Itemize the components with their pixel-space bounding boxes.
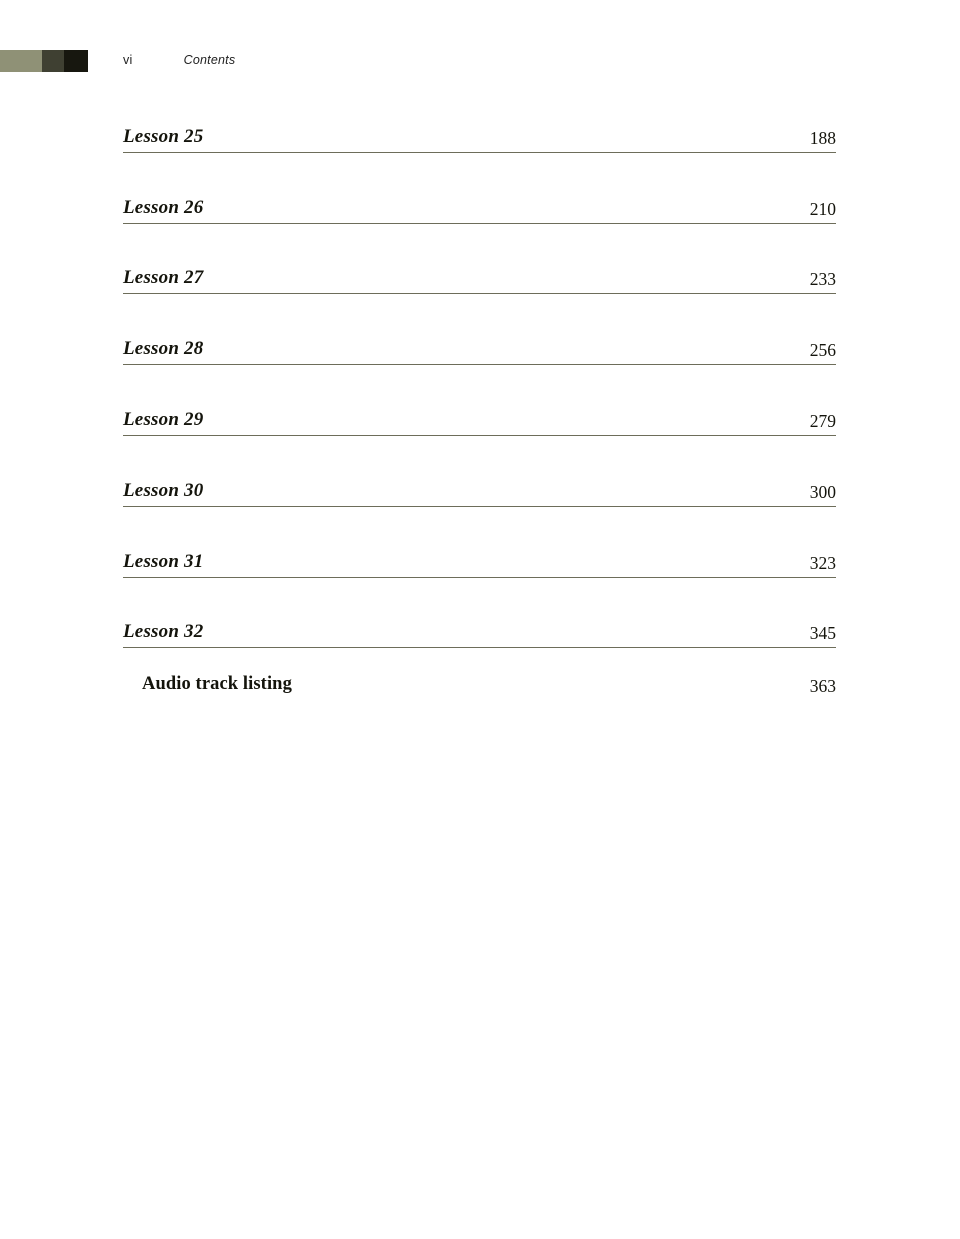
toc-entry-rule xyxy=(123,647,836,648)
toc-entry-title: Lesson 32 xyxy=(123,621,209,643)
toc-entry-rule xyxy=(123,152,836,153)
running-head-label: Contents xyxy=(183,53,236,67)
toc-entry-page: 345 xyxy=(804,623,836,644)
toc-entry[interactable] xyxy=(123,454,836,525)
toc-entry-page: 256 xyxy=(804,340,836,361)
page-folio: vi xyxy=(123,53,133,67)
toc-entry-rule xyxy=(123,223,836,224)
toc-entry[interactable] xyxy=(123,312,836,383)
toc-entry-rule xyxy=(123,577,836,578)
toc-entry-title: Lesson 27 xyxy=(123,267,209,289)
toc-entry-page: 279 xyxy=(804,411,836,432)
table-of-contents xyxy=(123,100,836,666)
toc-entry[interactable] xyxy=(123,171,836,242)
toc-entry[interactable] xyxy=(123,596,836,667)
toc-entry[interactable] xyxy=(123,525,836,596)
toc-entry-title: Lesson 29 xyxy=(123,409,209,431)
toc-entry-rule xyxy=(123,506,836,507)
toc-entry-page: 300 xyxy=(804,482,836,503)
toc-entry-title: Lesson 25 xyxy=(123,126,209,148)
header-block-1 xyxy=(0,50,42,72)
toc-entry[interactable] xyxy=(123,383,836,454)
toc-entry-rule xyxy=(123,364,836,365)
toc-entry-page: 188 xyxy=(804,128,836,149)
toc-entry-page: 233 xyxy=(804,269,836,290)
toc-entry-title: Lesson 28 xyxy=(123,338,209,360)
header-block-3 xyxy=(64,50,88,72)
toc-entry-title: Lesson 30 xyxy=(123,480,209,502)
header-color-bar xyxy=(0,50,88,72)
toc-entry-page: 363 xyxy=(809,676,836,696)
header-block-2 xyxy=(42,50,64,72)
running-head xyxy=(123,53,235,67)
toc-entry-page: 210 xyxy=(804,199,836,220)
toc-entry-audio-track-listing[interactable] xyxy=(142,674,836,700)
toc-entry-title: Lesson 26 xyxy=(123,197,209,219)
toc-entry-rule xyxy=(123,435,836,436)
toc-entry-page: 323 xyxy=(804,553,836,574)
toc-entry[interactable] xyxy=(123,242,836,313)
toc-entry[interactable] xyxy=(123,100,836,171)
toc-entry-title: Audio track listing xyxy=(142,674,292,694)
toc-entry-title: Lesson 31 xyxy=(123,551,209,573)
toc-entry-rule xyxy=(123,293,836,294)
